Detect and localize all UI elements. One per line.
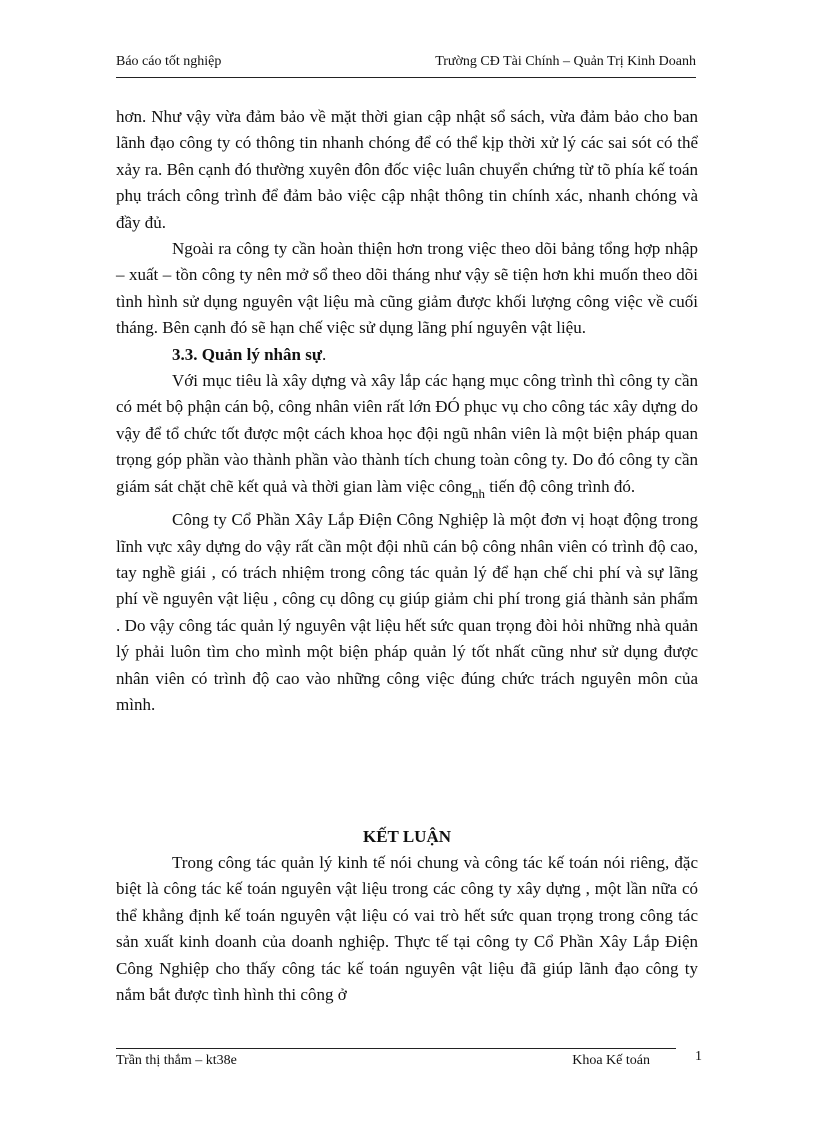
section-title: Quản lý nhân sự [201, 344, 323, 364]
section-heading [172, 342, 698, 368]
conclusion-section [116, 850, 698, 1008]
page-header [116, 54, 696, 76]
section-tail: . [322, 344, 327, 364]
page-number: 1 [695, 1049, 702, 1064]
header-report-title: Báo cáo tốt nghiệp [116, 54, 222, 69]
paragraph-2: Ngoài ra công ty cần hoàn thiện hơn trong việc theo dõi bảng tổng hợp nhập – xuất – tồn công ty nên mở sổ theo dõi tháng như vậy sẽ tiện hơn khi muốn theo dõi tình hình sử dụng nguyên vật liệu mà cũng giảm được khối lượng công việc về cuối tháng. Bên cạnh đó sẽ hạn chế việc sử dụng lãng phí nguyên vật liệu. [116, 239, 698, 338]
footer-author: Trần thị thắm – kt38e [116, 1053, 237, 1068]
paragraph-3-main: Với mục tiêu là xây dựng và xây lắp các hạng mục công trình thì công ty cần có mét bộ phận cán bộ, công nhân viên rất lớn ĐÓ phục vụ cho công tác xây dựng do vậy để tổ chức tốt được một cách khoa học đội ngũ nhân viên là một biện pháp quan trọng góp phần vào thành phần vào thành tích chung toàn công ty. Do đó công ty cần giám sát chặt chẽ kết quả và thời gian làm việc công [116, 371, 698, 496]
section-number: 3.3. [172, 344, 198, 364]
paragraph-3-subscript: nh [471, 485, 485, 501]
paragraph-3 [116, 368, 698, 507]
paragraph-3-end: tiến độ công trình đó. [484, 476, 636, 496]
header-divider [116, 77, 696, 78]
conclusion-title: KẾT LUẬN [362, 827, 451, 846]
conclusion-paragraph: Trong công tác quản lý kinh tế nói chung và công tác kế toán nói riêng, đặc biệt là công tác kế toán nguyên vật liệu trong các công ty xây dựng , một lần nữa có thể khẳng định kế toán nguyên vật liệu có vai trò hết sức quan trọng trong công tác sản xuất kinh doanh của doanh nghiệp. Thực tế tại công ty Cổ Phần Xây Lắp Điện Công Nghiệp cho thấy công tác kế toán nguyên vật liệu đã giúp lãnh đạo công ty nắm bắt được tình hình thi công ở [116, 853, 698, 1005]
footer-divider [116, 1048, 676, 1049]
header-school-name: Trường CĐ Tài Chính – Quản Trị Kinh Doanh [435, 54, 696, 69]
footer-department: Khoa Kế toán [572, 1053, 650, 1068]
paragraph-4: Công ty Cổ Phần Xây Lắp Điện Công Nghiệp là một đơn vị hoạt động trong lĩnh vực xây dựng do vậy rất cần một đội nhũ cán bộ công nhân viên có trình độ cao, tay nghề giái , có trách nhiệm trong công tác quản lý để hạn chế chi phí và sự lãng phí về nguyên vật liệu , công cụ dông cụ giúp giảm chi phí trong giá thành sản phẩm . Do vậy công tác quản lý nguyên vật liệu hết sức quan trọng đòi hỏi những nhà quản lý phải luôn tìm cho mình một biện pháp quản lý tốt nhất cũng như sử dụng được nhân viên có trình độ cao vào những công việc đúng chức trách nguyên môn của mình. [116, 510, 698, 714]
body-text [116, 104, 698, 718]
page-footer [116, 1053, 676, 1075]
paragraph-1: hơn. Như vậy vừa đảm bảo về mặt thời gian cập nhật sổ sách, vừa đảm bảo cho ban lãnh đạo công ty có thông tin nhanh chóng để có thể kịp thời xử lý các sai sót có thể xảy ra. Bên cạnh đó thường xuyên đôn đốc việc luân chuyển chứng từ tõ phía kế toán phụ trách công trình để đảm bảo việc cập nhật thông tin chính xác, nhanh chóng và đầy đủ. [116, 107, 698, 232]
